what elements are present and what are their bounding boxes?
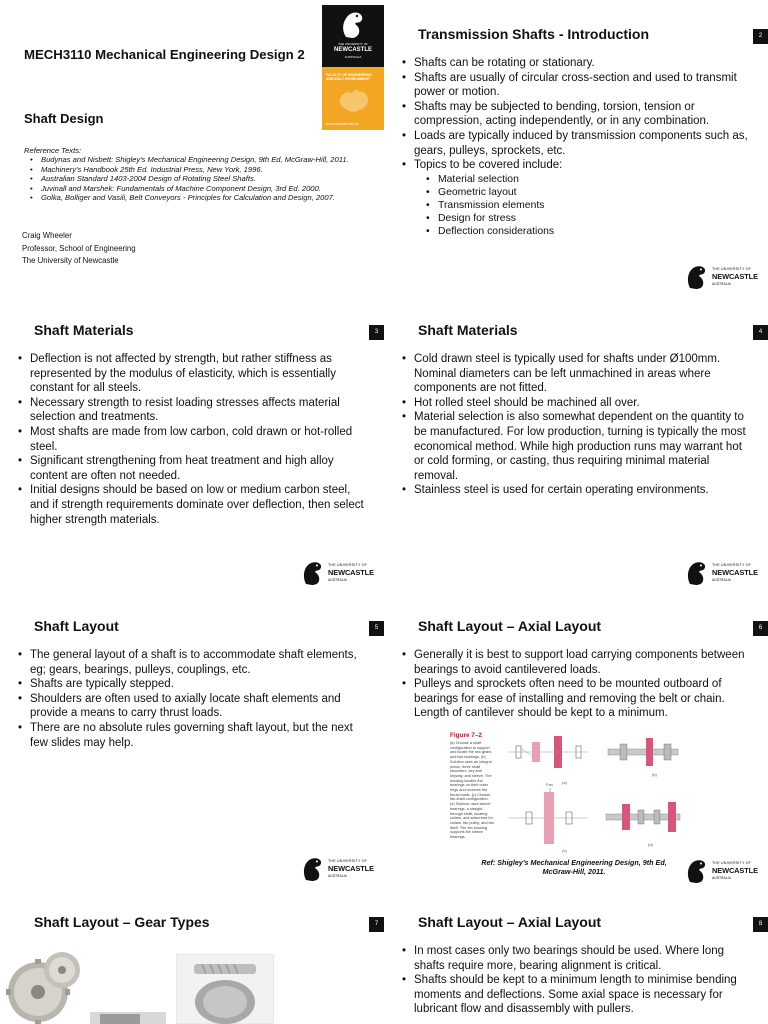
slide-number: 3 xyxy=(369,325,384,340)
bullet-item: • Loads are typically induced by transmission components such as, gears, pulleys, sprockets, etc. xyxy=(402,129,750,158)
bullet-item: • Shafts are usually of circular cross-section and used to transmit power or motion. xyxy=(402,71,750,100)
author-institution: The University of Newcastle xyxy=(22,256,119,266)
logo-country: AUSTRALIA xyxy=(328,874,347,878)
logo-black-panel xyxy=(322,5,384,67)
spur-gears-photo xyxy=(4,948,84,1024)
panel-label-a: (a) xyxy=(562,780,567,785)
sub-bullet-list xyxy=(414,173,750,238)
slide-title: Shaft Layout – Axial Layout xyxy=(418,914,602,930)
logo-country: AUSTRALIA xyxy=(712,282,731,286)
seahorse-crest-icon xyxy=(686,560,710,586)
panel-label-b: (b) xyxy=(652,772,657,777)
bullet-list xyxy=(18,352,366,527)
sub-bullet-item: • Deflection considerations xyxy=(414,225,750,238)
bullet-item: • Stainless steel is used for certain operating environments. xyxy=(402,483,750,498)
university-logo xyxy=(686,262,760,292)
shaft-layout-diagrams xyxy=(498,730,688,854)
slide-8 xyxy=(384,888,768,1024)
bullet-item: • Shafts can be rotating or stationary. xyxy=(402,56,750,71)
logo-university-line: THE UNIVERSITY OF xyxy=(712,563,752,567)
slide-number: 6 xyxy=(753,621,768,636)
panel-label-d: (d) xyxy=(648,842,653,847)
bullet-item: • The general layout of a shaft is to accommodate shaft elements, eg; gears, bearings, pulleys, couplings, etc. xyxy=(18,648,366,677)
reference-item: • Juvinall and Marshek: Fundamentals of Machine Component Design, 3rd Ed. 2000. xyxy=(24,184,374,194)
bullet-item: • Cold drawn steel is typically used for shafts under Ø100mm. Nominal diameters can be left unmachined in areas where components are not fitted. xyxy=(402,352,750,396)
bullet-list xyxy=(402,352,750,498)
bullet-item: • Necessary strength to resist loading stresses affects material selection and treatments. xyxy=(18,396,366,425)
university-logo xyxy=(302,558,376,588)
slide-title: Shaft Layout – Axial Layout xyxy=(418,618,602,634)
reference-item: • Budynas and Nisbett: Shigley's Mechanical Engineering Design, 9th Ed, McGraw-Hill, 2011. xyxy=(24,155,374,165)
bullet-item: • Most shafts are made from low carbon, cold drawn or hot-rolled steel. xyxy=(18,425,366,454)
bullet-item: • Shafts may be subjected to bending, torsion, tension or compression, acting independently, or in any combination. xyxy=(402,100,750,129)
logo-university-line: THE UNIVERSITY OF xyxy=(338,42,368,46)
university-logo-block xyxy=(322,5,384,130)
panel-a-diagram xyxy=(508,736,588,768)
sub-bullet-item: • Material selection xyxy=(414,173,750,186)
sub-bullet-item: • Geometric layout xyxy=(414,186,750,199)
bullet-item-topics xyxy=(402,158,750,238)
slide-number: 8 xyxy=(753,917,768,932)
bullet-item: • Material selection is also somewhat dependent on the quantity to be manufactured. For low production, turning is typically the most economical method. While high production runs may warrant hot or cold forming, or casting, thus requiring minimal material removal. xyxy=(402,410,750,483)
logo-country: AUSTRALIA xyxy=(712,578,731,582)
figure-number: Figure 7–2 xyxy=(450,732,482,739)
sub-bullet-item: • Transmission elements xyxy=(414,199,750,212)
slide-number: 4 xyxy=(753,325,768,340)
reference-item: • Australian Standard 1403-2004 Design of Rotating Steel Shafts. xyxy=(24,174,374,184)
slide-title: Shaft Layout – Gear Types xyxy=(34,914,210,930)
figure-reference: Ref: Shigley's Mechanical Engineering Design, 9th Ed, McGraw-Hill, 2011. xyxy=(481,858,667,876)
logo-country: AUSTRALIA xyxy=(712,876,731,880)
panel-b-diagram xyxy=(608,738,678,766)
panel-label-fan: Fan xyxy=(546,782,553,787)
logo-university-name: NEWCASTLE xyxy=(712,866,758,875)
author-name: Craig Wheeler xyxy=(22,231,72,240)
references-list xyxy=(24,155,374,203)
bullet-item: • Hot rolled steel should be machined all over. xyxy=(402,396,750,411)
slide-number: 2 xyxy=(753,29,768,44)
bullet-item: • Shafts should be kept to a minimum length to minimise bending moments and deflections. Some axial space is necessary for lubricant flow and disassembly with pullers. xyxy=(402,973,750,1017)
logo-university-line: THE UNIVERSITY OF xyxy=(328,859,368,863)
faculty-name: FACULTY OF ENGINEERING AND BUILT ENVIRONMENT xyxy=(326,73,372,81)
slide-2 xyxy=(384,0,768,296)
panel-label-c: (c) xyxy=(562,848,567,853)
seahorse-crest-icon xyxy=(302,856,326,882)
logo-university-name: NEWCASTLE xyxy=(328,864,374,873)
logo-university-line: THE UNIVERSITY OF xyxy=(712,861,752,865)
panel-d-diagram xyxy=(606,802,680,832)
logo-university-name: NEWCASTLE xyxy=(334,47,372,53)
slide-title: Transmission Shafts - Introduction xyxy=(418,26,650,42)
seahorse-crest-icon xyxy=(322,5,384,45)
logo-university-name: NEWCASTLE xyxy=(712,568,758,577)
seahorse-crest-icon xyxy=(302,560,326,586)
seahorse-crest-icon xyxy=(686,264,710,290)
bullet-item: • Shoulders are often used to axially locate shaft elements and provide a means to carry thrust loads. xyxy=(18,692,366,721)
bullet-item: • Deflection is not affected by strength, but rather stiffness as represented by the modulus of elasticity, which is essentially constant for all steels. xyxy=(18,352,366,396)
bullet-item: • Initial designs should be based on low or medium carbon steel, and if strength requirements dominate over deflection, then select higher strength materials. xyxy=(18,483,366,527)
bullet-item: • Pulleys and sprockets often need to be mounted outboard of bearings for ease of installing and removing the belt or chain. Length of cantilever should be kept to a minimum. xyxy=(402,677,750,721)
university-logo xyxy=(686,856,760,886)
australia-map-icon xyxy=(322,67,384,130)
figure-caption: (a) Choose a shaft configuration to support and locate the two gears and two bearings. (b) Solution uses an integral pinion, three shaft shoulders, key and keyway, and sleeve. The housing locates the bearings on their outer rings and receives the thrust loads. (c) Choose fan-shaft configuration. (d) Solution uses sleeve bearings, a straight-through shaft, locating collars, and setscrews for collars, fan pulley, and fan itself. The fan housing supports the sleeve bearings. xyxy=(450,741,494,840)
logo-country: AUSTRALIA xyxy=(328,578,347,582)
slide-title: Shaft Materials xyxy=(34,322,134,338)
seahorse-crest-icon xyxy=(686,858,710,884)
references-label: Reference Texts: xyxy=(24,146,82,155)
slide-6 xyxy=(384,592,768,888)
logo-university-name: NEWCASTLE xyxy=(712,272,758,281)
slide-1-title xyxy=(0,0,384,296)
logo-university-name: NEWCASTLE xyxy=(328,568,374,577)
slide-5 xyxy=(0,592,384,888)
reference-item: • Golka, Bolliger and Vasili, Belt Conveyors - Principles for Calculation and Design, 2007. xyxy=(24,193,374,203)
bullet-list xyxy=(402,944,750,1017)
bullet-item: • Significant strengthening from heat treatment and high alloy content are often not needed. xyxy=(18,454,366,483)
bullet-list xyxy=(402,56,750,238)
sub-bullet-item: • Design for stress xyxy=(414,212,750,225)
course-title: MECH3110 Mechanical Engineering Design 2 xyxy=(24,47,305,62)
shaft-layout-figure xyxy=(448,730,688,854)
university-url: www.newcastle.edu.au xyxy=(326,122,359,126)
author-block xyxy=(22,230,136,268)
slide-title: Shaft Materials xyxy=(418,322,518,338)
slide-3 xyxy=(0,296,384,592)
university-logo xyxy=(302,854,376,884)
slide-4 xyxy=(384,296,768,592)
logo-country: AUSTRALIA xyxy=(344,55,362,59)
logo-orange-panel xyxy=(322,67,384,130)
bullet-list xyxy=(402,648,750,721)
author-role: Professor, School of Engineering xyxy=(22,243,136,253)
panel-c-diagram xyxy=(508,788,588,844)
logo-university-line: THE UNIVERSITY OF xyxy=(712,267,752,271)
small-gear-photo xyxy=(90,1012,166,1024)
bullet-item: • Generally it is best to support load carrying components between bearings to avoid cantilevered loads. xyxy=(402,648,750,677)
bullet-item: • In most cases only two bearings should be used. Where long shafts require more, bearing alignment is critical. xyxy=(402,944,750,973)
bullet-text: Topics to be covered include: xyxy=(414,159,563,172)
slide-number: 5 xyxy=(369,621,384,636)
logo-university-line: THE UNIVERSITY OF xyxy=(328,563,368,567)
worm-gear-photo xyxy=(176,954,274,1024)
slide-number: 7 xyxy=(369,917,384,932)
bullet-item: • There are no absolute rules governing shaft layout, but the next few slides may help. xyxy=(18,721,366,750)
reference-item: • Machinery's Handbook 25th Ed. Industrial Press, New York, 1996. xyxy=(24,165,374,175)
university-logo xyxy=(686,558,760,588)
lecture-subtitle: Shaft Design xyxy=(24,111,104,126)
bullet-list xyxy=(18,648,366,750)
slide-7 xyxy=(0,888,384,1024)
bullet-item: • Shafts are typically stepped. xyxy=(18,677,366,692)
slide-title: Shaft Layout xyxy=(34,618,119,634)
